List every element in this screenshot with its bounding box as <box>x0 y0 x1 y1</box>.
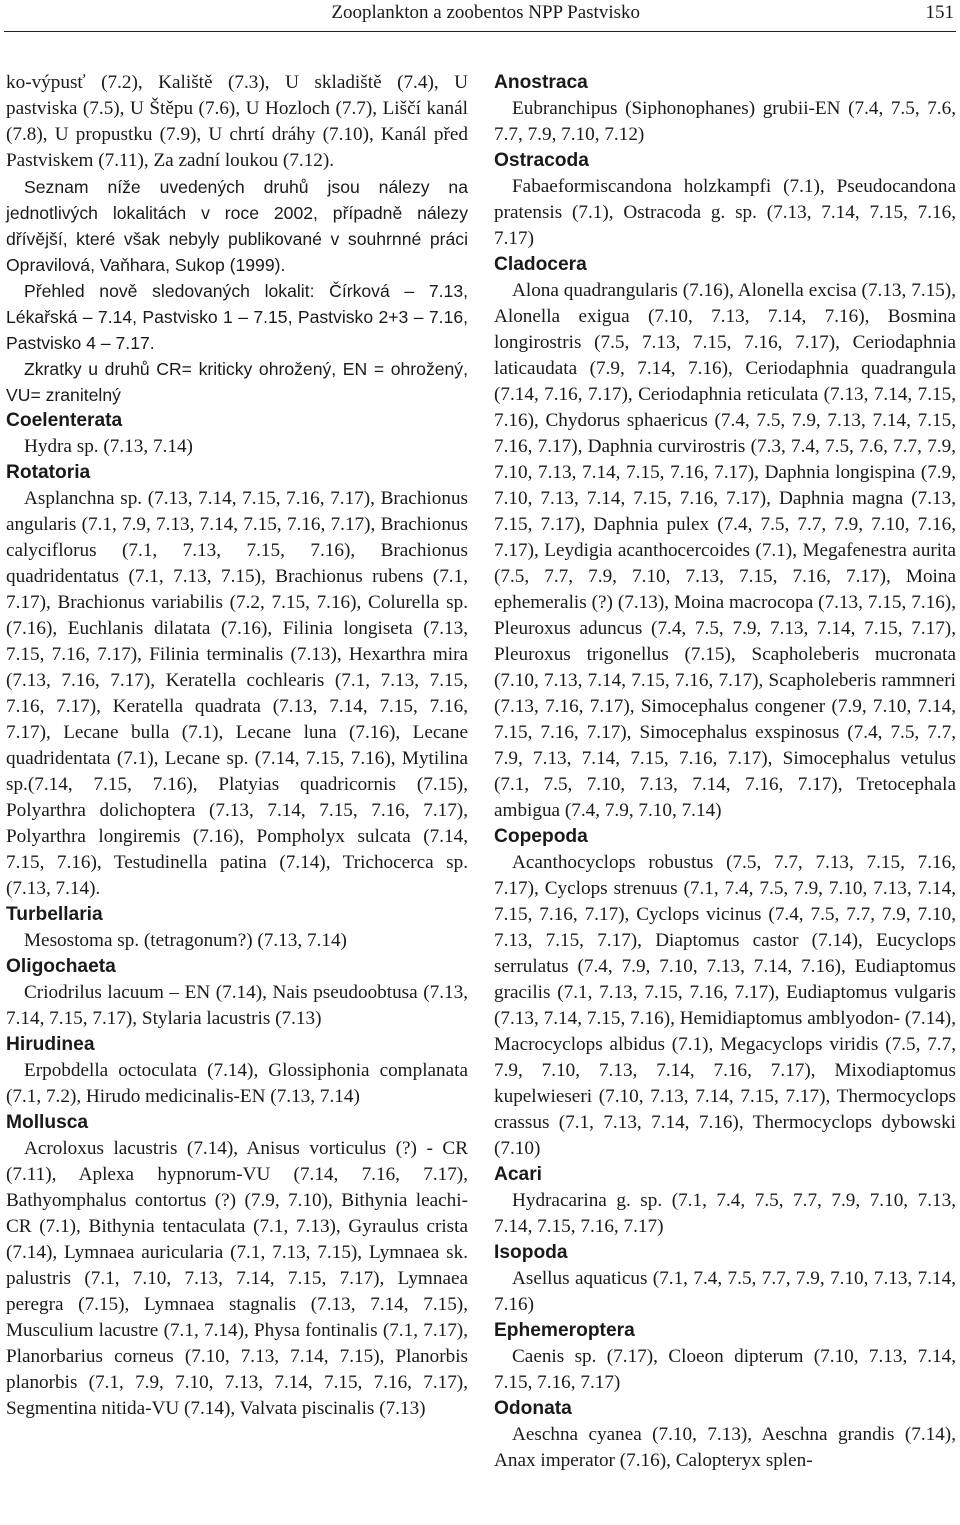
heading-mollusca: Mollusca <box>6 1112 89 1133</box>
intro-paragraph: Seznam níže uvedených druhů jsou nálezy na jednotlivých lokalitách v roce 2002, případně nálezy dřívější, které však nebyly publikované v souhrnné práci Opravilová, Vaňhara, Sukop (1999). <box>6 177 468 275</box>
taxa-isopoda: Asellus aquaticus (7.1, 7.4, 7.5, 7.7, 7.9, 7.10, 7.13, 7.14, 7.16) <box>494 1268 956 1315</box>
left-column <box>6 70 468 1422</box>
heading-coelenterata: Coelenterata <box>6 410 123 431</box>
taxa-cladocera: Alona quadrangularis (7.16), Alonella excisa (7.13, 7.15), Alonella exigua (7.10, 7.13, 7.14, 7.16), Bosmina longirostris (7.5, 7.13, 7.15, 7.16, 7.17), Ceriodaphnia laticaudata (7.9, 7.14, 7.16), Ceriodaphnia quadrangula (7.14, 7.16, 7.17), Ceriodaphnia reticulata (7.13, 7.14, 7.15, 7.16), Chydorus sphaericus (7.4, 7.5, 7.9, 7.13, 7.14, 7.15, 7.16, 7.17), Daphnia curvirostris (7.3, 7.4, 7.5, 7.6, 7.7, 7.9, 7.10, 7.13, 7.14, 7.15, 7.16, 7.17), Daphnia longispina (7.9, 7.10, 7.13, 7.14, 7.15, 7.16, 7.17), Daphnia magna (7.13, 7.15, 7.17), Daphnia pulex (7.4, 7.5, 7.7, 7.9, 7.10, 7.16, 7.17), Leydigia acanthocercoides (7.1), Megafenestra aurita (7.5, 7.7, 7.9, 7.10, 7.13, 7.15, 7.16, 7.17), Moina ephemeralis (?) (7.13), Moina macrocopa (7.13, 7.15, 7.16), Pleuroxus aduncus (7.4, 7.5, 7.9, 7.13, 7.14, 7.15, 7.17), Pleuroxus trigonellus (7.15), Scapholeberis mucronata (7.10, 7.13, 7.14, 7.15, 7.16, 7.17), Scapholeberis rammneri (7.13, 7.16, 7.17), Simocephalus congener (7.9, 7.10, 7.14, 7.15, 7.16, 7.17), Simocephalus exspinosus (7.4, 7.5, 7.7, 7.9, 7.13, 7.14, 7.15, 7.16, 7.17), Simocephalus vetulus (7.1, 7.5, 7.10, 7.13, 7.14, 7.16, 7.17), Tretocephala ambigua (7.4, 7.9, 7.10, 7.14) <box>494 280 956 821</box>
running-title: Zooplankton a zoobentos NPP Pastvisko <box>331 2 640 23</box>
heading-cladocera: Cladocera <box>494 254 587 275</box>
heading-acari: Acari <box>494 1164 542 1185</box>
taxa-oligochaeta: Criodrilus lacuum – EN (7.14), Nais pseudoobtusa (7.13, 7.14, 7.15, 7.17), Stylaria lacustris (7.13) <box>6 982 468 1029</box>
taxa-mollusca: Acroloxus lacustris (7.14), Anisus vorticulus (?) - CR (7.11), Aplexa hypnorum-VU (7.14, 7.16, 7.17), Bathyomphalus contortus (?) (7.9, 7.10), Bithynia leachi-CR (7.1), Bithynia tentaculata (7.1, 7.13), Gyraulus crista (7.14), Lymnaea auricularia (7.1, 7.13, 7.15), Lymnaea sk. palustris (7.1, 7.10, 7.13, 7.14, 7.15, 7.17), Lymnaea peregra (7.15), Lymnaea stagnalis (7.13, 7.14, 7.15), Musculium lacustre (7.1, 7.14), Physa fontinalis (7.1, 7.17), Planorbarius corneus (7.10, 7.13, 7.14, 7.15), Planorbis planorbis (7.1, 7.9, 7.10, 7.13, 7.14, 7.15, 7.16, 7.17), Segmentina nitida-VU (7.14), Valvata piscinalis (7.13) <box>6 1138 468 1419</box>
heading-oligochaeta: Oligochaeta <box>6 956 116 977</box>
new-localities: Přehled nově sledovaných lokalit: Čírková – 7.13, Lékařská – 7.14, Pastvisko 1 – 7.15, Pastvisko 2+3 – 7.16, Pastvisko 4 – 7.17. <box>6 281 468 353</box>
heading-copepoda: Copepoda <box>494 826 588 847</box>
abbreviations: Zkratky u druhů CR= kriticky ohrožený, EN = ohrožený, VU= zranitelný <box>6 359 468 405</box>
locality-list: ko-výpusť (7.2), Kaliště (7.3), U skladiště (7.4), U pastviska (7.5), U Štěpu (7.6), U Hozloch (7.7), Liščí kanál (7.8), U propustku (7.9), U chrtí dráhy (7.10), Kanál před Pastviskem (7.11), Za zadní loukou (7.12). <box>6 72 468 171</box>
heading-isopoda: Isopoda <box>494 1242 568 1263</box>
taxa-acari: Hydracarina g. sp. (7.1, 7.4, 7.5, 7.7, 7.9, 7.10, 7.13, 7.14, 7.15, 7.16, 7.17) <box>494 1190 956 1237</box>
running-header <box>0 0 960 30</box>
heading-anostraca: Anostraca <box>494 72 588 93</box>
taxa-rotatoria: Asplanchna sp. (7.13, 7.14, 7.15, 7.16, 7.17), Brachionus angularis (7.1, 7.9, 7.13, 7.14, 7.15, 7.16, 7.17), Brachionus calyciflorus (7.1, 7.13, 7.15, 7.16), Brachionus quadridentatus (7.1, 7.13, 7.15), Brachionus rubens (7.1, 7.17), Brachionus variabilis (7.2, 7.15, 7.16), Colurella sp. (7.16), Euchlanis dilatata (7.16), Filinia longiseta (7.13, 7.15, 7.16, 7.17), Filinia terminalis (7.13), Hexarthra mira (7.13, 7.16, 7.17), Keratella cochlearis (7.1, 7.13, 7.15, 7.16, 7.17), Keratella quadrata (7.13, 7.14, 7.15, 7.16, 7.17), Lecane bulla (7.1), Lecane luna (7.16), Lecane quadridentata (7.1), Lecane sp. (7.14, 7.15, 7.16), Mytilina sp.(7.14, 7.15, 7.16), Platyias quadricornis (7.15), Polyarthra dolichoptera (7.13, 7.14, 7.15, 7.16, 7.17), Polyarthra longiremis (7.16), Pompholyx sulcata (7.14, 7.15, 7.16), Testudinella patina (7.14), Trichocerca sp. (7.13, 7.14). <box>6 488 468 899</box>
taxa-anostraca: Eubranchipus (Siphonophanes) grubii-EN (7.4, 7.5, 7.6, 7.7, 7.9, 7.10, 7.12) <box>494 98 956 145</box>
taxa-odonata: Aeschna cyanea (7.10, 7.13), Aeschna grandis (7.14), Anax imperator (7.16), Calopteryx splen- <box>494 1424 956 1471</box>
taxa-ephemeroptera: Caenis sp. (7.17), Cloeon dipterum (7.10, 7.13, 7.14, 7.15, 7.16, 7.17) <box>494 1346 956 1393</box>
heading-hirudinea: Hirudinea <box>6 1034 95 1055</box>
page-number: 151 <box>925 2 954 23</box>
taxa-ostracoda: Fabaeformiscandona holzkampfi (7.1), Pseudocandona pratensis (7.1), Ostracoda g. sp. (7.13, 7.14, 7.15, 7.16, 7.17) <box>494 176 956 249</box>
heading-turbellaria: Turbellaria <box>6 904 103 925</box>
taxa-coelenterata: Hydra sp. (7.13, 7.14) <box>24 436 193 457</box>
taxa-copepoda: Acanthocyclops robustus (7.5, 7.7, 7.13, 7.15, 7.16, 7.17), Cyclops strenuus (7.1, 7.4, 7.5, 7.9, 7.10, 7.13, 7.14, 7.15, 7.16, 7.17), Cyclops vicinus (7.4, 7.5, 7.7, 7.9, 7.10, 7.13, 7.15, 7.17), Diaptomus castor (7.14), Eucyclops serrulatus (7.4, 7.9, 7.10, 7.13, 7.14, 7.16), Eudiaptomus gracilis (7.1, 7.13, 7.15, 7.16, 7.17), Eudiaptomus vulgaris (7.13, 7.14, 7.15, 7.16), Hemidiaptomus amblyodon- (7.14), Macrocyclops albidus (7.1), Megacyclops viridis (7.5, 7.7, 7.9, 7.10, 7.13, 7.14, 7.16, 7.17), Mixodiaptomus kupelwieseri (7.10, 7.13, 7.14, 7.15, 7.17), Thermocyclops crassus (7.1, 7.13, 7.14, 7.16), Thermocyclops dybowski (7.10) <box>494 852 956 1159</box>
taxa-hirudinea: Erpobdella octoculata (7.14), Glossiphonia complanata (7.1, 7.2), Hirudo medicinalis-EN (7.13, 7.14) <box>6 1060 468 1107</box>
right-column <box>494 70 956 1474</box>
taxa-turbellaria: Mesostoma sp. (tetragonum?) (7.13, 7.14) <box>24 930 347 951</box>
heading-ostracoda: Ostracoda <box>494 150 589 171</box>
heading-odonata: Odonata <box>494 1398 572 1419</box>
heading-rotatoria: Rotatoria <box>6 462 91 483</box>
heading-ephemeroptera: Ephemeroptera <box>494 1320 635 1341</box>
header-rule <box>4 31 956 32</box>
